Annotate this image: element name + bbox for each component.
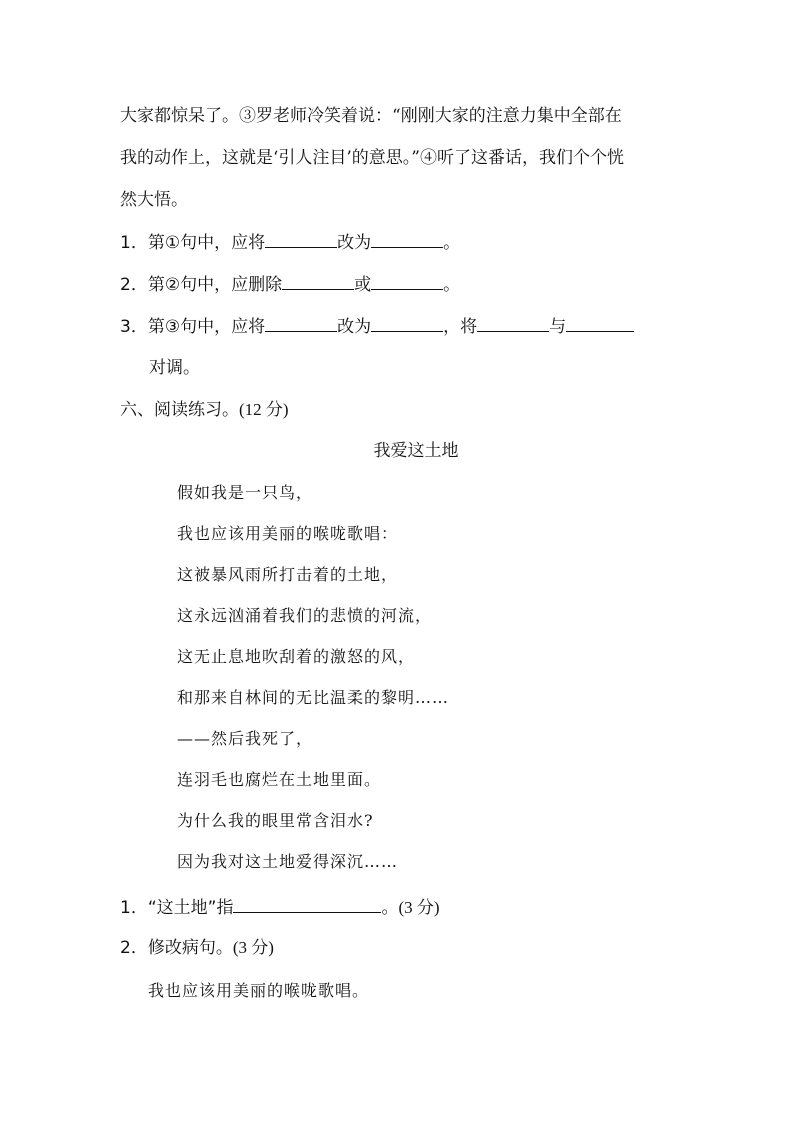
- passage-line-1: 大家都惊呆了。③罗老师冷笑着说：“刚刚大家的注意力集中全部在: [120, 106, 622, 126]
- poem-line: 假如我是一只鸟，: [177, 483, 314, 502]
- answer-blank[interactable]: [371, 273, 443, 290]
- answer-blank[interactable]: [265, 231, 337, 248]
- question-5-1: 1．第①句中，应将 改为 。: [120, 233, 461, 253]
- answer-blank[interactable]: [233, 896, 381, 913]
- question-6-1: 1．“这土地”指 。(3 分): [120, 898, 440, 918]
- poem-line: 为什么我的眼里常含泪水?: [177, 811, 374, 830]
- poem-line: 和那来自林间的无比温柔的黎明……: [177, 688, 450, 707]
- question-5-2: 2．第②句中，应删除 或 。: [120, 275, 461, 295]
- poem-line: 连羽毛也腐烂在土地里面。: [177, 770, 382, 789]
- poem-line: 我也应该用美丽的喉咙歌唱：: [177, 524, 399, 543]
- sick-sentence: 我也应该用美丽的喉咙歌唱。: [148, 981, 370, 1000]
- poem-line: 因为我对这土地爱得深沉……: [177, 852, 399, 871]
- answer-blank[interactable]: [265, 315, 337, 332]
- answer-blank[interactable]: [282, 273, 354, 290]
- answer-blank[interactable]: [371, 231, 443, 248]
- question-5-3: 3．第③句中，应将 改为 ，将 与: [120, 315, 634, 338]
- poem-line: 这永远汹涌着我们的悲愤的河流，: [177, 606, 433, 625]
- answer-blank[interactable]: [566, 315, 634, 332]
- answer-blank[interactable]: [477, 315, 549, 332]
- question-5-3-cont: 对调。: [149, 358, 200, 378]
- section-heading: 六、阅读练习。(12 分): [120, 400, 289, 420]
- poem-line: ——然后我死了，: [177, 729, 314, 748]
- passage-line-2: 我的动作上，这就是‘引人注目’的意思。”④听了这番话，我们个个恍: [120, 148, 624, 168]
- question-6-2: 2．修改病句。(3 分): [120, 938, 274, 958]
- poem-title: 我爱这土地: [373, 441, 459, 461]
- answer-blank[interactable]: [371, 315, 443, 332]
- passage-line-3: 然大悟。: [120, 190, 188, 210]
- poem-line: 这被暴风雨所打击着的土地，: [177, 565, 399, 584]
- poem-line: 这无止息地吹刮着的激怒的风，: [177, 647, 416, 666]
